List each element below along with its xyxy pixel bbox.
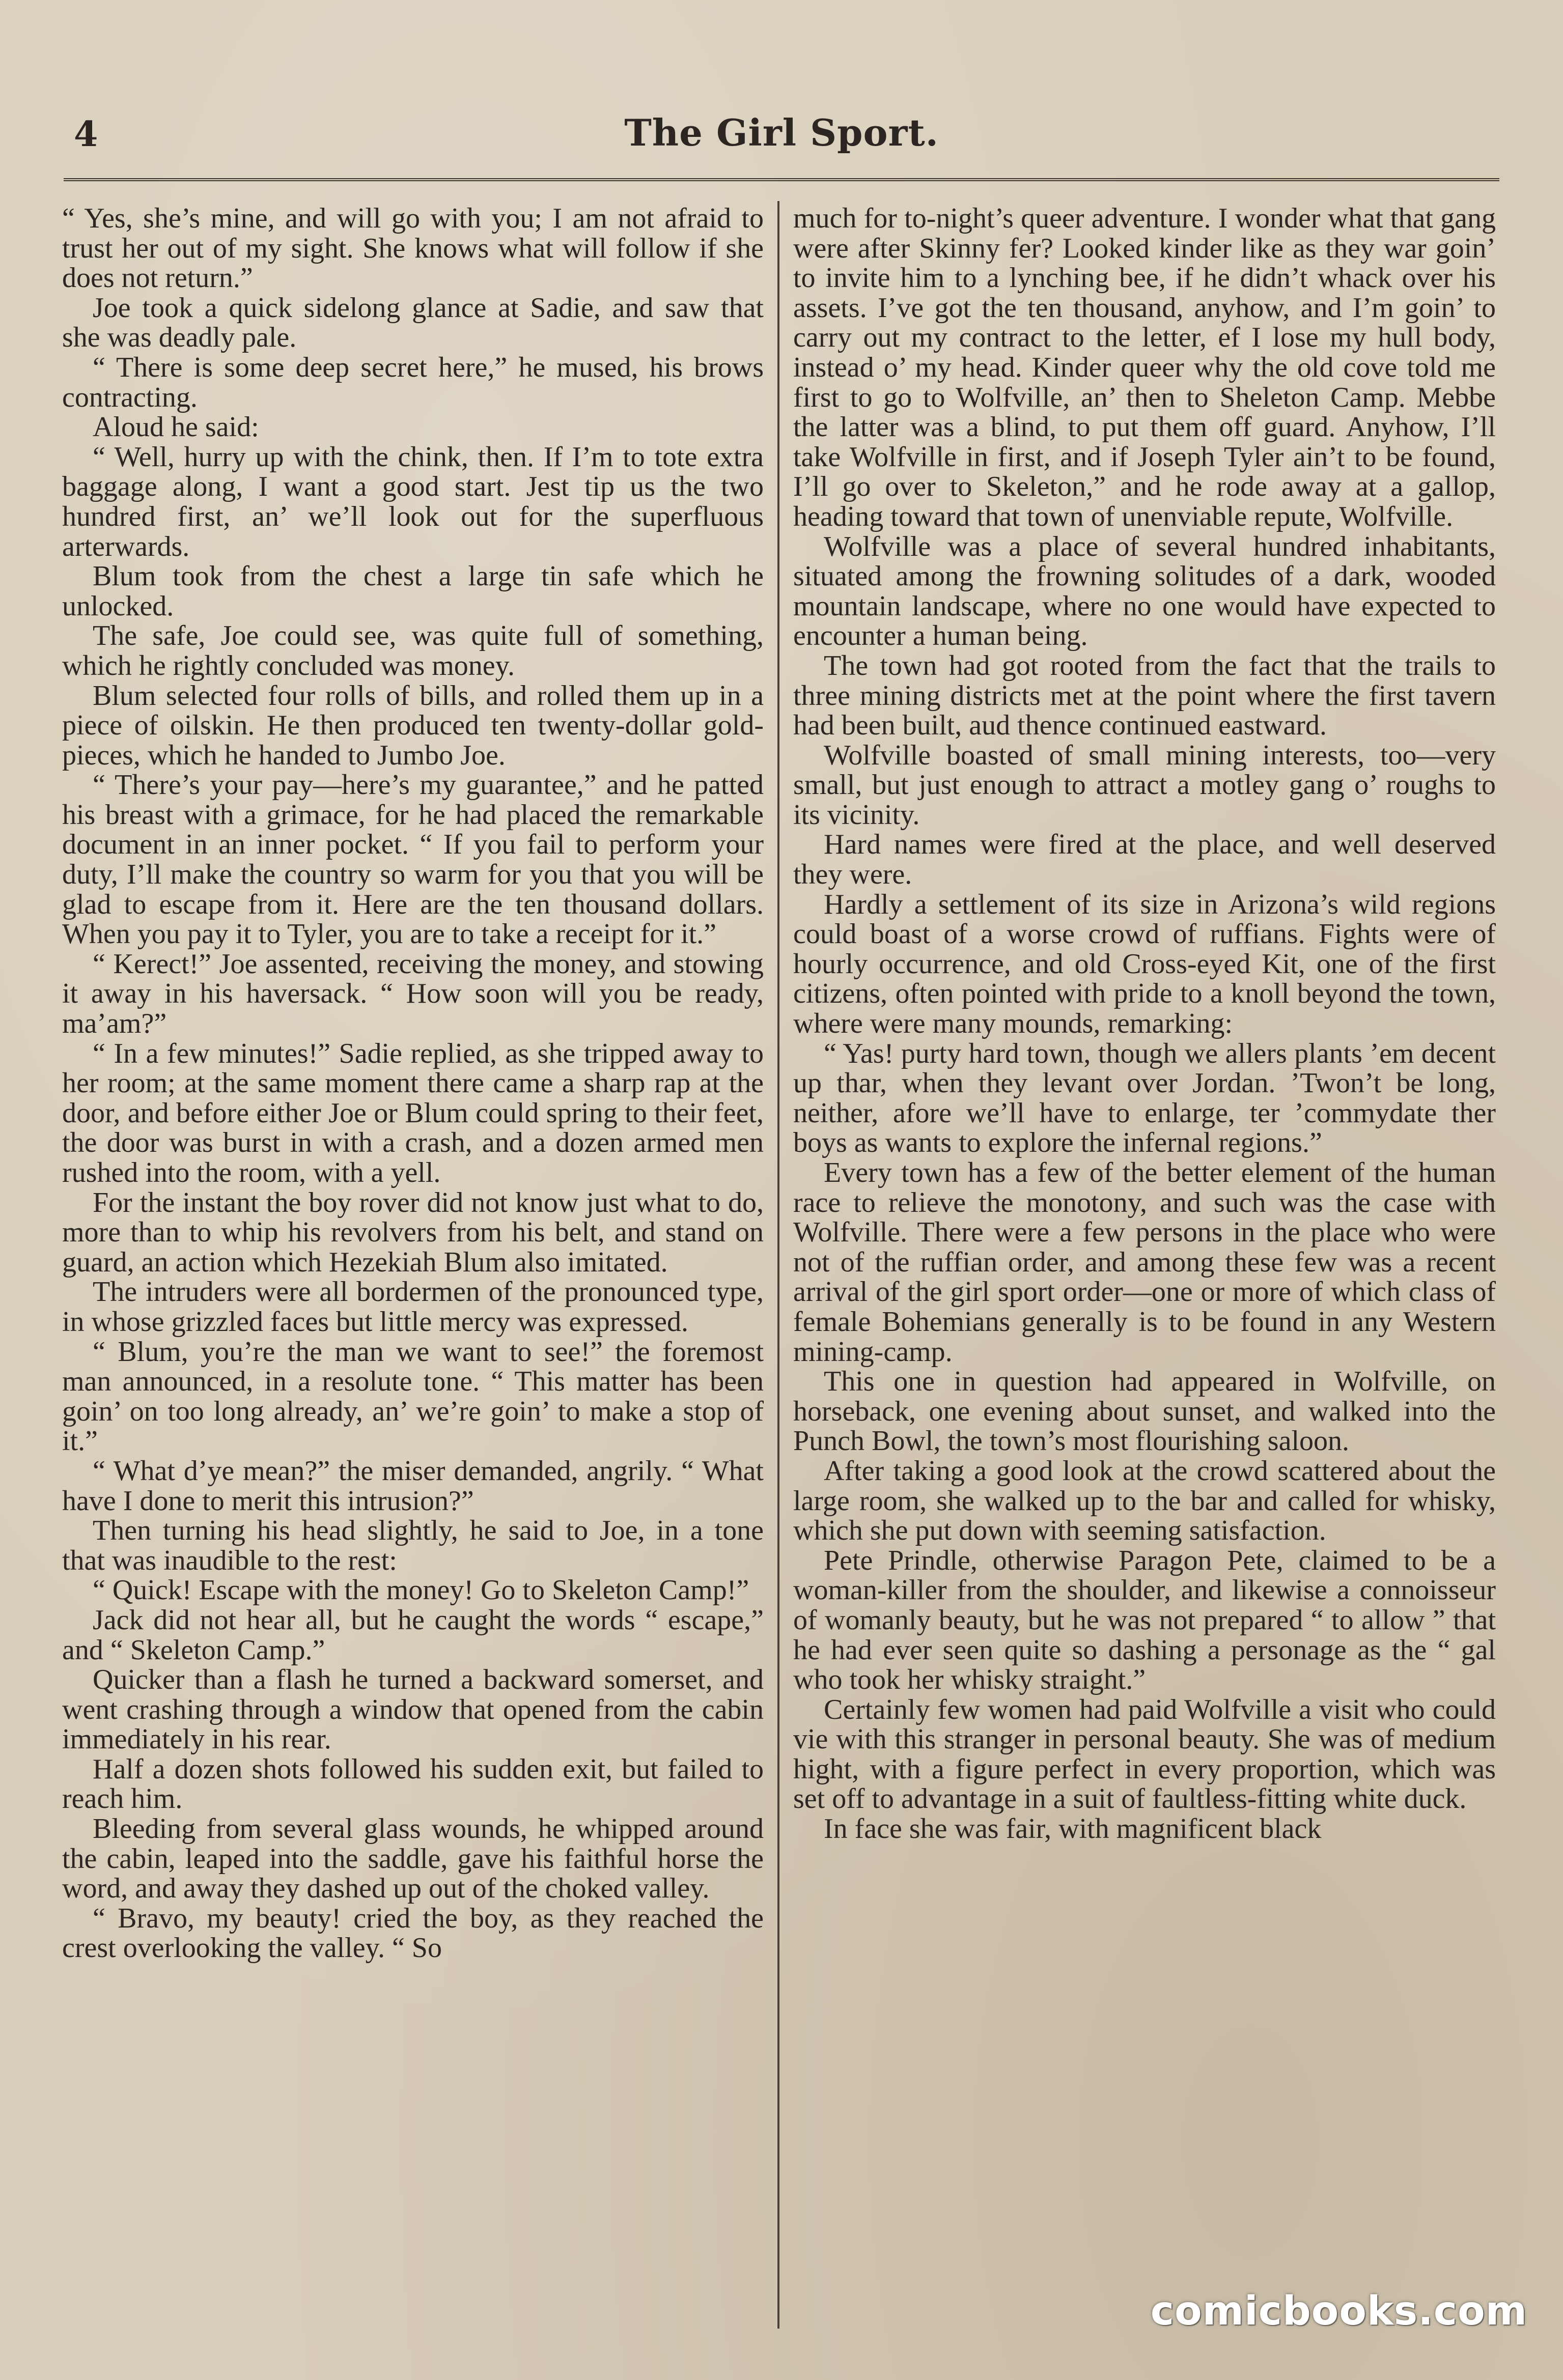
left-column [62, 204, 764, 2331]
paragraph: Bleeding from several glass wounds, he whipped around the cabin, leaped into the saddle, gave his faithful horse the word, and away they dashed up out of the choked valley. [62, 1813, 764, 1905]
paragraph: “ What d’ye mean?” the miser demanded, angrily. “ What have I done to merit this intrusion?” [62, 1455, 764, 1517]
paragraph: “ Quick! Escape with the money! Go to Skeleton Camp!” [93, 1574, 749, 1606]
paragraph: Aloud he said: [93, 411, 259, 443]
paragraph: Wolfville boasted of small mining interests, too—very small, but just enough to attract a motley gang o’ roughs to its vicinity. [793, 739, 1496, 831]
paragraph: Blum took from the chest a large tin safe which he unlocked. [62, 560, 764, 622]
paragraph: Joe took a quick sidelong glance at Sadie, and saw that she was deadly pale. [62, 292, 764, 354]
paragraph: Jack did not hear all, but he caught the words “ escape,” and “ Skeleton Camp.” [62, 1604, 764, 1666]
paragraph: much for to-night’s queer adventure. I wonder what that gang were after Skinny fer? Looked kinder like as they war goin’ to invite him to a lynching bee, if he didn’t whack over his assets. I’ve got the ten thousand, anyhow, and I’m goin’ to carry out my contract to the letter, ef I lose my hull body, instead o’ my head. Kinder queer why the old cove told me first to go to Wolfville, an’ then to Sheleton Camp. Mebbe the latter was a blind, to put them off guard. Anyhow, I’ll take Wolfville in first, and if Joseph Tyler ain’t to be found, I’ll go over to Skeleton,” and he rode away at a gallop, heading toward that town of unenviable repute, Wolfville. [793, 204, 1496, 532]
paragraph: Hard names were fired at the place, and well deserved they were. [793, 829, 1496, 891]
paragraph: The safe, Joe could see, was quite full of something, which he rightly concluded was money. [62, 620, 764, 682]
paragraph: In face she was fair, with magnificent black [824, 1813, 1322, 1845]
paragraph: For the instant the boy rover did not know just what to do, more than to whip his revolvers from his belt, and stand on guard, an action which Hezekiah Blum also imitated. [62, 1186, 764, 1278]
paragraph: This one in question had appeared in Wolfville, on horseback, one evening about sunset, and walked into the Punch Bowl, the town’s most flourishing saloon. [793, 1366, 1496, 1457]
paragraph: “ In a few minutes!” Sadie replied, as she tripped away to her room; at the same moment there came a sharp rap at the door, and before either Joe or Blum could spring to their feet, the door was burst in with a crash, and a dozen armed men rushed into the room, with a yell. [62, 1037, 764, 1188]
paragraph: The intruders were all bordermen of the pronounced type, in whose grizzled faces but little mercy was expressed. [62, 1276, 764, 1338]
paragraph: Hardly a settlement of its size in Arizona’s wild regions could boast of a worse crowd of ruffians. Fights were of hourly occurrence, and old Cross-eyed Kit, one of the first citizens, often pointed with pride to a knoll beyond the town, where were many mounds, remarking: [793, 888, 1496, 1040]
watermark-logo: comicbooks.com [1150, 2288, 1527, 2334]
paragraph: “ Blum, you’re the man we want to see!” the foremost man announced, in a resolute tone. “ This matter has been goin’ on too long already, an’ we’re goin’ to make a stop of it.” [62, 1336, 764, 1457]
paragraph: “ There is some deep secret here,” he mused, his brows contracting. [62, 351, 764, 413]
right-column [793, 204, 1496, 2331]
running-title: The Girl Sport. [624, 111, 939, 154]
paragraph: “ There’s your pay—here’s my guarantee,” and he patted his breast with a grimace, for he had placed the remarkable document in an inner pocket. “ If you fail to perform your duty, I’ll make the country so warm for you that you will be glad to escape from it. Here are the ten thousand dollars. When you pay it to Tyler, you are to take a receipt for it.” [62, 769, 764, 950]
paragraph: “ Yes, she’s mine, and will go with you; I am not afraid to trust her out of my sight. She knows what will follow if she does not return.” [62, 204, 764, 294]
paragraph: Half a dozen shots followed his sudden exit, but failed to reach him. [62, 1753, 764, 1815]
paragraph: Pete Prindle, otherwise Paragon Pete, claimed to be a woman-killer from the shoulder, and likewise a connoisseur of womanly beauty, but he was not prepared “ to allow ” that he had ever seen quite so dashing a personage as the “ gal who took her whisky straight.” [793, 1544, 1496, 1696]
paragraph: The town had got rooted from the fact that the trails to three mining districts met at the point where the first tavern had been built, aud thence continued eastward. [793, 649, 1496, 742]
paragraph: Every town has a few of the better element of the human race to relieve the monotony, and such was the case with Wolfville. There were a few persons in the place who were not of the ruffian order, and among these few was a recent arrival of the girl sport order—one or more of which class of female Bohemians generally is to be found in any Western mining-camp. [793, 1157, 1496, 1368]
paragraph: Quicker than a flash he turned a backward somerset, and went crashing through a window that opened from the cabin immediately in his rear. [62, 1664, 764, 1755]
page-header [64, 102, 1499, 181]
column-divider [777, 201, 779, 2329]
paragraph: Blum selected four rolls of bills, and rolled them up in a piece of oilskin. He then produced ten twenty-dollar gold-pieces, which he handed to Jumbo Joe. [62, 679, 764, 771]
paragraph: “ Yas! purty hard town, though we allers plants ’em decent up thar, when they levant over Jordan. ’Twon’t be long, neither, afore we’ll have to enlarge, ter ’commydate ther boys as wants to explore the infernal regions.” [793, 1037, 1496, 1159]
paragraph: After taking a good look at the crowd scattered about the large room, she walked up to the bar and called for whisky, which she put down with seeming satisfaction. [793, 1455, 1496, 1547]
paragraph: Certainly few women had paid Wolfville a visit who could vie with this stranger in personal beauty. She was of medium hight, with a figure perfect in every proportion, which was set off to advantage in a suit of faultless-fitting white duck. [793, 1693, 1496, 1815]
paragraph: “ Well, hurry up with the chink, then. If I’m to tote extra baggage along, I want a good start. Jest tip us the two hundred first, an’ we’ll look out for the superfluous arterwards. [62, 441, 764, 562]
page-number: 4 [74, 114, 98, 155]
paragraph: “ Bravo, my beauty! cried the boy, as they reached the crest overlooking the valley. “ So [62, 1902, 764, 1964]
paragraph: Wolfville was a place of several hundred inhabitants, situated among the frowning solitudes of a dark, wooded mountain landscape, where no one would have expected to encounter a human being. [793, 530, 1496, 652]
paragraph: Then turning his head slightly, he said to Joe, in a tone that was inaudible to the rest: [62, 1515, 764, 1576]
paragraph: “ Kerect!” Joe assented, receiving the money, and stowing it away in his haversack. “ How soon will you be ready, ma’am?” [62, 948, 764, 1040]
